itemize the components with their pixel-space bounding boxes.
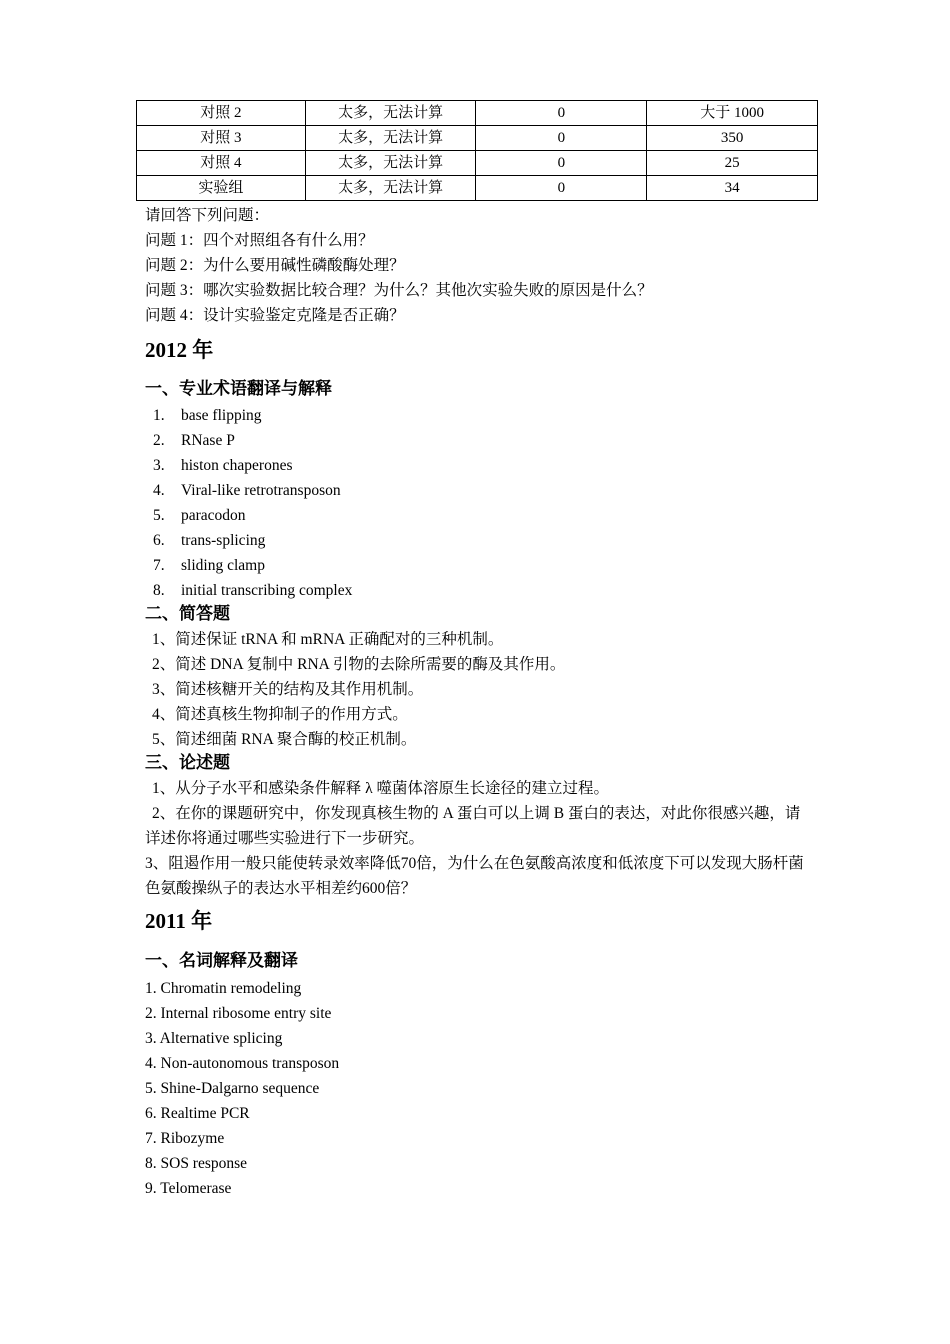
table-cell: 0	[476, 176, 647, 201]
table-cell: 0	[476, 126, 647, 151]
list-item: 4. Non-autonomous transposon	[145, 1055, 340, 1072]
table-cell: 对照 2	[137, 101, 306, 126]
item-number: 6.	[153, 532, 165, 549]
item-number: 7.	[153, 557, 165, 574]
table-row	[137, 176, 818, 201]
results-table	[136, 100, 818, 201]
year-heading-2011: 2011 年	[145, 909, 213, 933]
section-heading: 一、名词解释及翻译	[145, 951, 298, 971]
table-cell: 0	[476, 151, 647, 176]
item-text: base flipping	[181, 407, 262, 424]
list-item: 2. Internal ribosome entry site	[145, 1005, 332, 1022]
list-item: 1、简述保证 tRNA 和 mRNA 正确配对的三种机制。	[152, 631, 504, 648]
table-cell: 对照 3	[137, 126, 306, 151]
item-number: 8.	[153, 582, 165, 599]
questions-intro: 请回答下列问题：	[145, 207, 270, 224]
item-text: histon chaperones	[181, 457, 293, 474]
table-cell: 太多，无法计算	[305, 101, 476, 126]
table-cell: 实验组	[137, 176, 306, 201]
table-cell: 25	[647, 151, 818, 176]
list-item: 6. Realtime PCR	[145, 1105, 250, 1122]
list-item	[153, 581, 352, 601]
section-heading: 三、论述题	[145, 753, 230, 773]
table-cell: 34	[647, 176, 818, 201]
list-item: 4、简述真核生物抑制子的作用方式。	[152, 706, 408, 723]
table-cell: 对照 4	[137, 151, 306, 176]
item-number: 4.	[153, 482, 165, 499]
list-item	[153, 531, 265, 551]
item-text: sliding clamp	[181, 557, 265, 574]
table-row	[137, 126, 818, 151]
table-cell: 0	[476, 101, 647, 126]
list-item: 5、简述细菌 RNA 聚合酶的校正机制。	[152, 731, 417, 748]
list-item	[153, 406, 262, 426]
item-number: 5.	[153, 507, 165, 524]
list-item: 9. Telomerase	[145, 1180, 232, 1197]
item-text: initial transcribing complex	[181, 582, 353, 599]
section-heading: 二、简答题	[145, 604, 230, 624]
table-cell: 大于 1000	[647, 101, 818, 126]
table-cell: 太多，无法计算	[305, 126, 476, 151]
list-item	[153, 506, 246, 526]
question-item: 问题 4：设计实验鉴定克隆是否正确？	[145, 307, 405, 324]
list-item: 2、在你的课题研究中，你发现真核生物的 A 蛋白可以上调 B 蛋白的表达，对此你很感兴趣，请详述你将通过哪些实验进行下一步研究。	[145, 805, 801, 847]
item-text: RNase P	[181, 432, 235, 449]
list-item	[153, 556, 265, 576]
list-item: 7. Ribozyme	[145, 1130, 225, 1147]
table-row	[137, 101, 818, 126]
list-item	[153, 481, 341, 501]
item-text: trans-splicing	[181, 532, 266, 549]
item-number: 2.	[153, 432, 165, 449]
list-item: 3、阻遏作用一般只能使转录效率降低70倍，为什么在色氨酸高浓度和低浓度下可以发现大肠杆菌色氨酸操纵子的表达水平相差约600倍？	[145, 855, 804, 897]
list-item: 3. Alternative splicing	[145, 1030, 283, 1047]
list-item: 1、从分子水平和感染条件解释 λ 噬菌体溶原生长途径的建立过程。	[152, 780, 610, 797]
list-item: 3、简述核糖开关的结构及其作用机制。	[152, 681, 424, 698]
list-item: 5. Shine-Dalgarno sequence	[145, 1080, 320, 1097]
section-heading: 一、专业术语翻译与解释	[145, 379, 332, 399]
table-cell: 太多，无法计算	[305, 151, 476, 176]
year-heading-2012: 2012 年	[145, 338, 214, 362]
list-item: 1. Chromatin remodeling	[145, 980, 302, 997]
question-item: 问题 1：四个对照组各有什么用？	[145, 232, 374, 249]
list-item: 8. SOS response	[145, 1155, 248, 1172]
item-number: 3.	[153, 457, 165, 474]
list-item	[153, 431, 235, 451]
list-item	[153, 456, 292, 476]
table-row	[137, 151, 818, 176]
item-text: paracodon	[181, 507, 246, 524]
item-number: 1.	[153, 407, 165, 424]
table-cell: 太多，无法计算	[305, 176, 476, 201]
table-cell: 350	[647, 126, 818, 151]
question-item: 问题 3：哪次实验数据比较合理？为什么？其他次实验失败的原因是什么？	[145, 282, 653, 299]
list-item: 2、简述 DNA 复制中 RNA 引物的去除所需要的酶及其作用。	[152, 656, 566, 673]
question-item: 问题 2：为什么要用碱性磷酸酶处理？	[145, 257, 405, 274]
item-text: Viral-like retrotransposon	[181, 482, 341, 499]
